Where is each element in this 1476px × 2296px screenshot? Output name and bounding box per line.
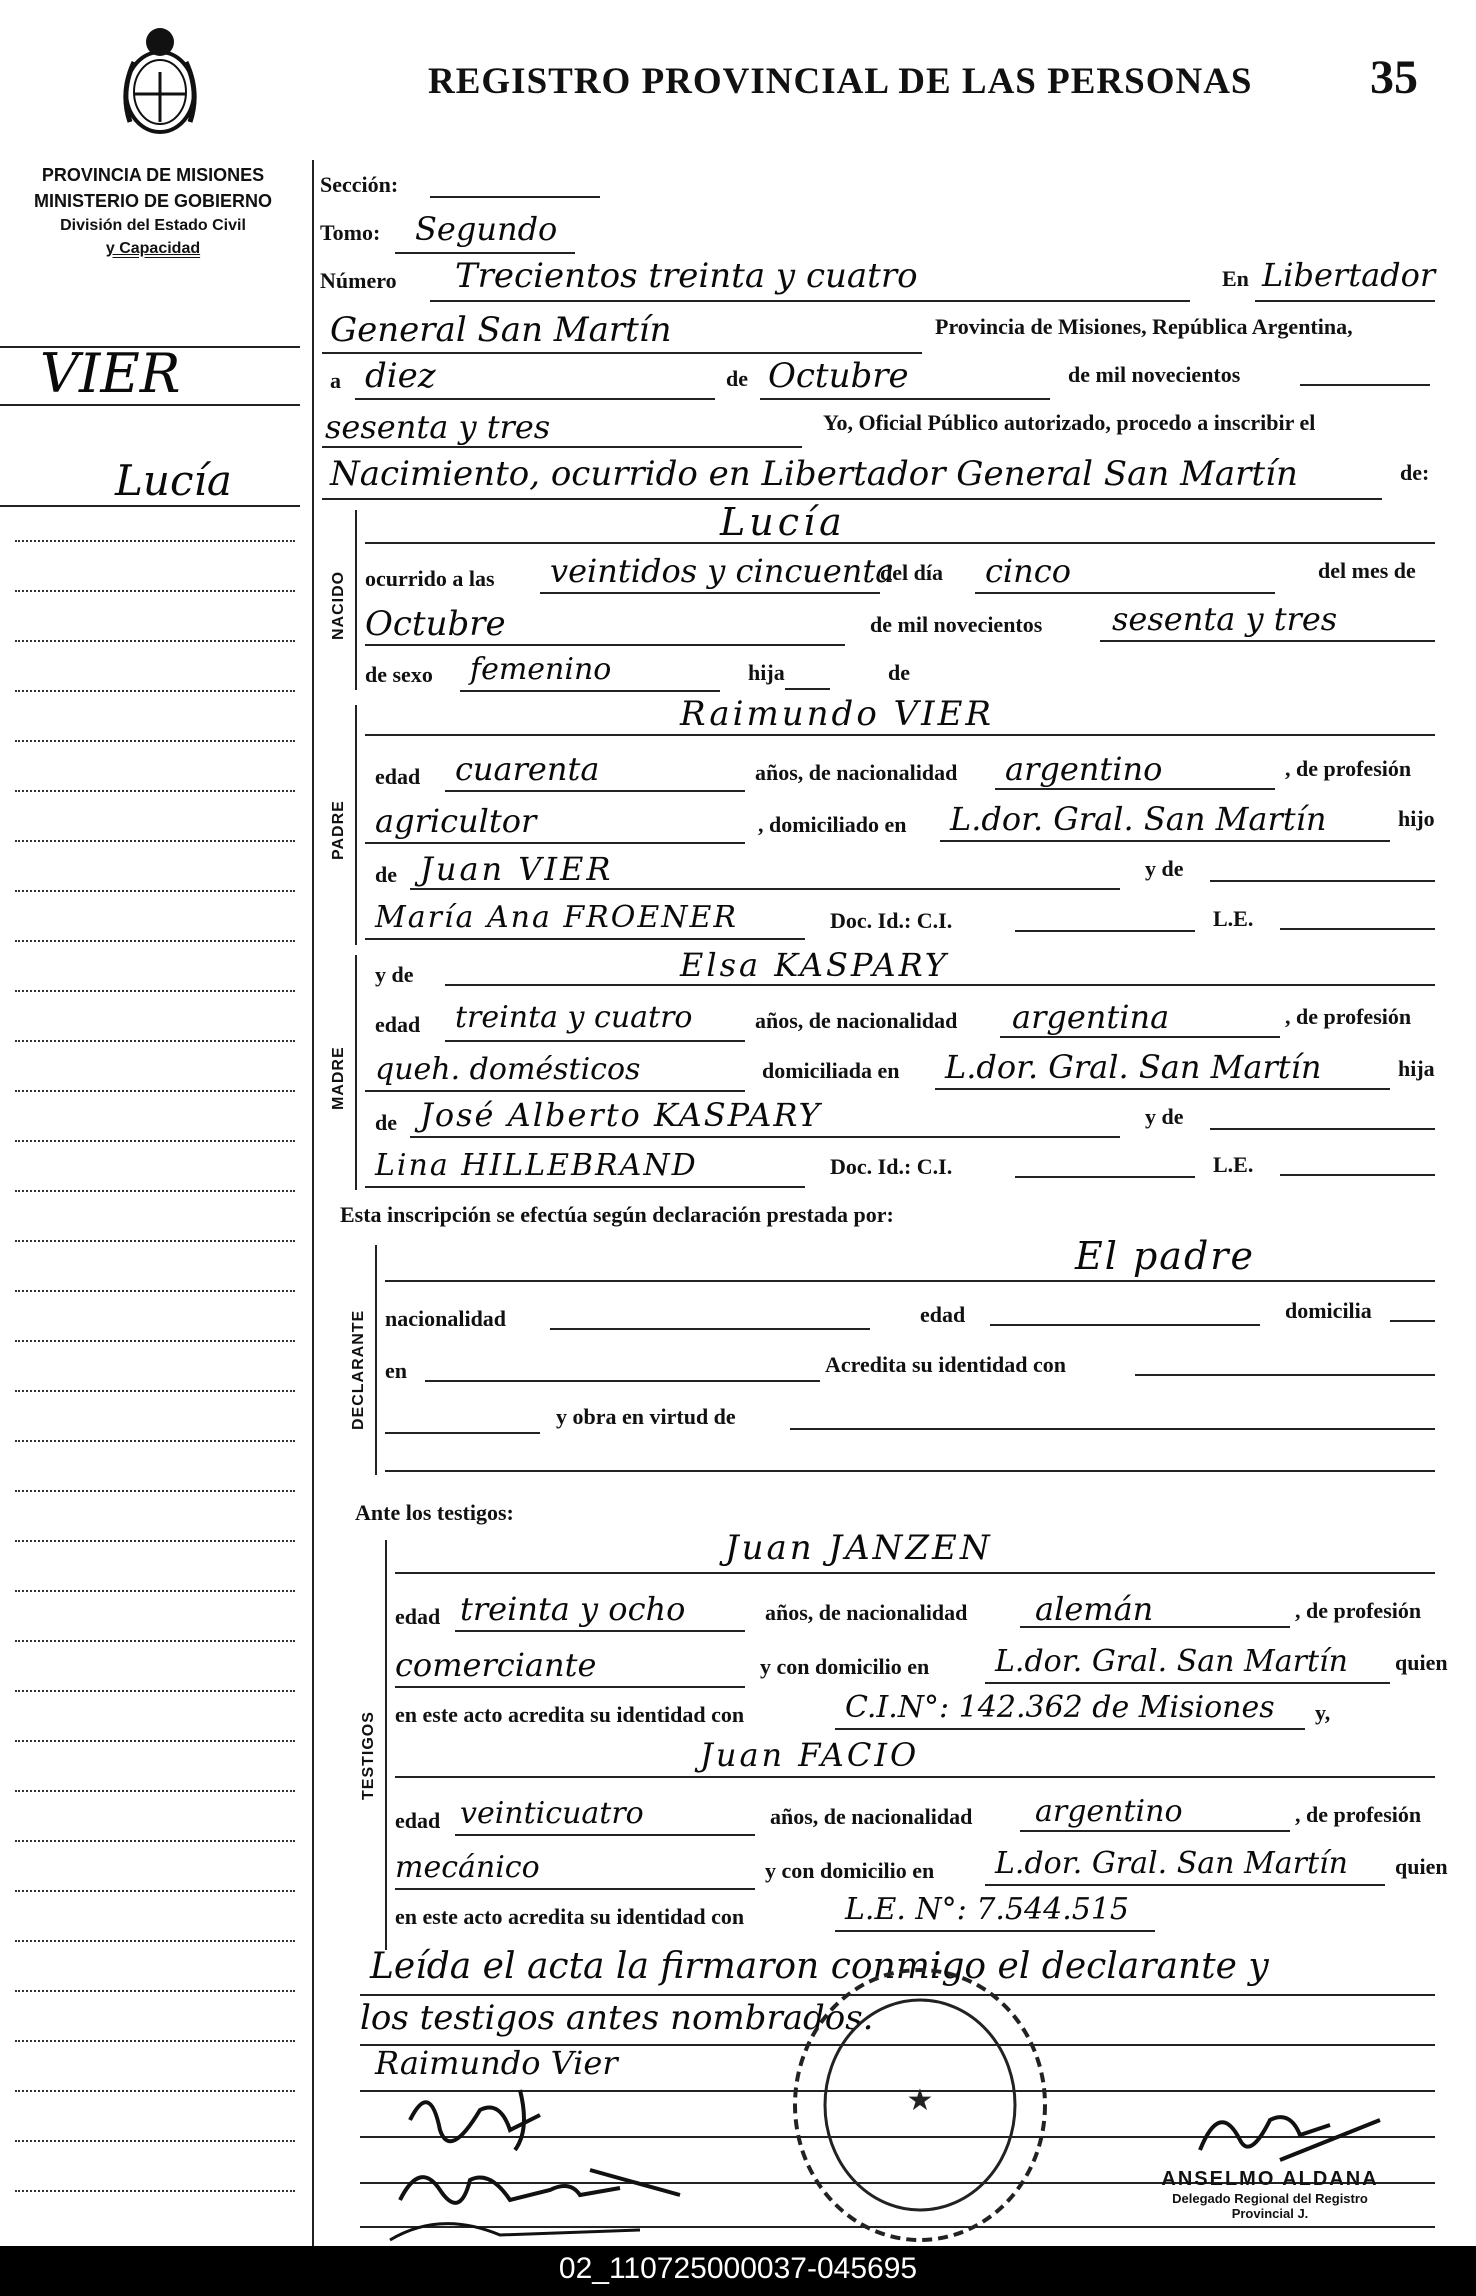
padre-prof: agricultor [375,802,537,840]
madre-yde2-label: y de [1145,1104,1184,1129]
t2-acredita-label: en este acto acredita su identidad con [395,1904,745,1929]
decl-obra-label: y obra en virtud de [556,1404,736,1429]
cierre-line-2: los testigos antes nombrados. [360,1998,874,2038]
declaracion-label: Esta inscripción se efectúa según declaración prestada por: [340,1202,894,1227]
padre-le-label: L.E. [1213,906,1254,931]
coat-of-arms-icon [110,22,210,152]
t1-nac: alemán [1035,1590,1154,1628]
org-line-3: División del Estado Civil [60,217,246,234]
madre-edad: treinta y cuatro [455,1000,693,1035]
mil-novecientos-2-label: de mil novecientos [870,612,1043,637]
seccion-label: Sección: [320,172,399,197]
t2-dom-label: y con domicilio en [765,1858,935,1883]
provincia-label: Provincia de Misiones, República Argentina, [935,314,1353,339]
de-final-label: de [888,660,910,685]
official-signature [1180,2080,1400,2180]
margin-divider [312,160,314,2250]
t1-acredita-label: en este acto acredita su identidad con [395,1702,745,1727]
official-title-2: Provincial J. [1231,2206,1309,2221]
official-title-1: Delegado Regional del Registro [1172,2191,1368,2206]
padre-nac: argentino [1005,750,1163,788]
madre-nac: argentina [1012,998,1170,1036]
mes-value: Octubre [768,356,909,396]
anio-nac-value: sesenta y tres [1112,600,1338,638]
madre-dom: L.dor. Gral. San Martín [945,1048,1322,1086]
firma-declarante: Raimundo Vier [375,2044,618,2082]
page-title: REGISTRO PROVINCIAL DE LAS PERSONAS [428,61,1253,102]
margin-rule [0,505,300,507]
cierre-line-1: Leída el acta la firmaron conmigo el declarante y [370,1946,1269,1987]
official-block [1110,2168,1430,2221]
t2-edad-label: edad [395,1808,441,1833]
org-block [8,162,298,260]
padre-dom: L.dor. Gral. San Martín [950,800,1327,838]
padre-nac-label: años, de nacionalidad [755,760,958,785]
org-line-1: PROVINCIA DE MISIONES [41,165,265,185]
t1-nac-label: años, de nacionalidad [765,1600,968,1625]
org-line-2: MINISTERIO DE GOBIERNO [33,191,273,211]
t1-edad: treinta y ocho [460,1590,686,1628]
margin-surname: VIER [40,342,181,405]
mil-novecientos-label: de mil novecientos [1068,362,1241,387]
de-colon-label: de: [1400,460,1430,485]
padre-dom-label: , domiciliado en [758,812,907,837]
t2-doc: L.E. N°: 7.544.515 [845,1892,1130,1927]
t1-prof: comerciante [395,1646,597,1684]
en-label: En [1222,266,1249,291]
padre-edad: cuarenta [455,750,600,788]
t1-dom: L.dor. Gral. San Martín [995,1644,1348,1679]
dia-nac-value: cinco [985,552,1071,590]
nacido-side-label: NACIDO [330,570,347,640]
decl-acredita-label: Acredita su identidad con [825,1352,1067,1377]
t2-nac-label: años, de nacionalidad [770,1804,973,1829]
padre-prof-label: , de profesión [1285,756,1412,781]
padre-edad-label: edad [375,764,421,789]
padre-padre: Juan VIER [420,850,614,888]
madre-padre: José Alberto KASPARY [420,1096,822,1134]
hij-text: hij [748,660,774,685]
t1-dom-label: y con domicilio en [760,1654,930,1679]
madre-dom-label: domiciliada en [762,1058,900,1083]
a-label: a [330,368,341,393]
testigos-label: Ante los testigos: [355,1500,514,1525]
t2-quien-label: quien [1395,1854,1448,1879]
padre-doc-label: Doc. Id.: C.I. [830,908,953,933]
hija-label: hija [1398,1056,1435,1081]
padre-madre: María Ana FROENER [375,900,739,935]
margin-lines [15,540,300,2240]
padre-de-label: de [375,862,397,887]
oficial-label: Yo, Oficial Público autorizado, procedo a inscribir el [823,410,1316,435]
madre-le-label: L.E. [1213,1152,1254,1177]
dia-value: diez [365,356,436,396]
madre-edad-label: edad [375,1012,421,1037]
madre-yde-label: y de [375,962,414,987]
margin-rule [0,404,300,406]
madre-nac-label: años, de nacionalidad [755,1008,958,1033]
t2-nombre: Juan FACIO [700,1736,920,1774]
lugar-value-1: Libertador [1262,256,1436,294]
padre-side-label: PADRE [330,800,347,860]
decl-en-label: en [385,1358,407,1383]
mes-nac-value: Octubre [365,604,506,644]
numero-value: Trecientos treinta y cuatro [455,256,918,296]
t1-nombre: Juan JANZEN [725,1528,993,1568]
decl-nac-label: nacionalidad [385,1306,507,1331]
tomo-label: Tomo: [320,220,381,245]
nacido-bracket [355,510,357,690]
declarante-side-label: DECLARANTE [350,1309,367,1430]
t1-quien-label: quien [1395,1650,1448,1675]
t2-edad: veinticuatro [460,1796,644,1831]
decl-dom-label: domicilia [1285,1298,1372,1323]
madre-nombre: Elsa KASPARY [680,946,949,984]
de-label: de [726,366,748,391]
t2-prof: mecánico [395,1850,540,1885]
padre-nombre: Raimundo VIER [680,694,995,734]
t2-dom: L.dor. Gral. San Martín [995,1846,1348,1881]
t1-prof-label: , de profesión [1295,1598,1422,1623]
madre-doc-label: Doc. Id.: C.I. [830,1154,953,1179]
madre-de-label: de [375,1110,397,1135]
t2-prof-label: , de profesión [1295,1802,1422,1827]
lugar-value-2: General San Martín [330,310,672,350]
padre-yde-label: y de [1145,856,1184,881]
margin-given-name: Lucía [115,456,232,505]
del-dia-label: del día [880,560,943,585]
svg-text:★: ★ [906,2084,934,2117]
acto-value: Nacimiento, ocurrido en Libertador General San Martín [330,454,1298,494]
hij-suffix: a [773,660,785,685]
nombre-value: Lucía [720,500,846,544]
t1-doc: C.I.N°: 142.362 de Misiones [845,1690,1275,1725]
anio-value: sesenta y tres [325,408,551,446]
sexo-value: femenino [470,652,612,687]
org-line-4: y Capacidad [105,240,201,257]
madre-madre: Lina HILLEBRAND [375,1148,698,1183]
numero-label: Número [320,268,397,293]
declarante-value: El padre [1075,1234,1255,1278]
testigos-side-label: TESTIGOS [360,1711,377,1800]
del-mes-label: del mes de [1318,558,1416,583]
hora-label: ocurrido a las [365,566,495,591]
registry-seal [780,1960,1060,2250]
t1-y-label: y, [1315,1700,1331,1725]
footer-code: 02_110725000037-045695 [558,2252,918,2285]
sexo-label: de sexo [365,662,433,687]
hora-value: veintidos y cincuenta [550,552,895,590]
hijo-label: hijo [1398,806,1435,831]
witness-signatures [380,2070,760,2250]
t2-nac: argentino [1035,1794,1183,1829]
madre-bracket [355,955,357,1190]
official-name: ANSELMO ALDANA [1161,2168,1379,2190]
t1-edad-label: edad [395,1604,441,1629]
madre-side-label: MADRE [330,1046,347,1110]
padre-bracket [355,705,357,945]
declarante-bracket [375,1245,377,1475]
hij-label [748,660,785,686]
testigos-bracket [385,1540,387,1950]
page-number: 35 [1370,51,1418,104]
madre-prof-label: , de profesión [1285,1004,1412,1029]
madre-prof: queh. domésticos [375,1052,641,1087]
decl-edad-label: edad [920,1302,966,1327]
tomo-value: Segundo [415,210,558,248]
